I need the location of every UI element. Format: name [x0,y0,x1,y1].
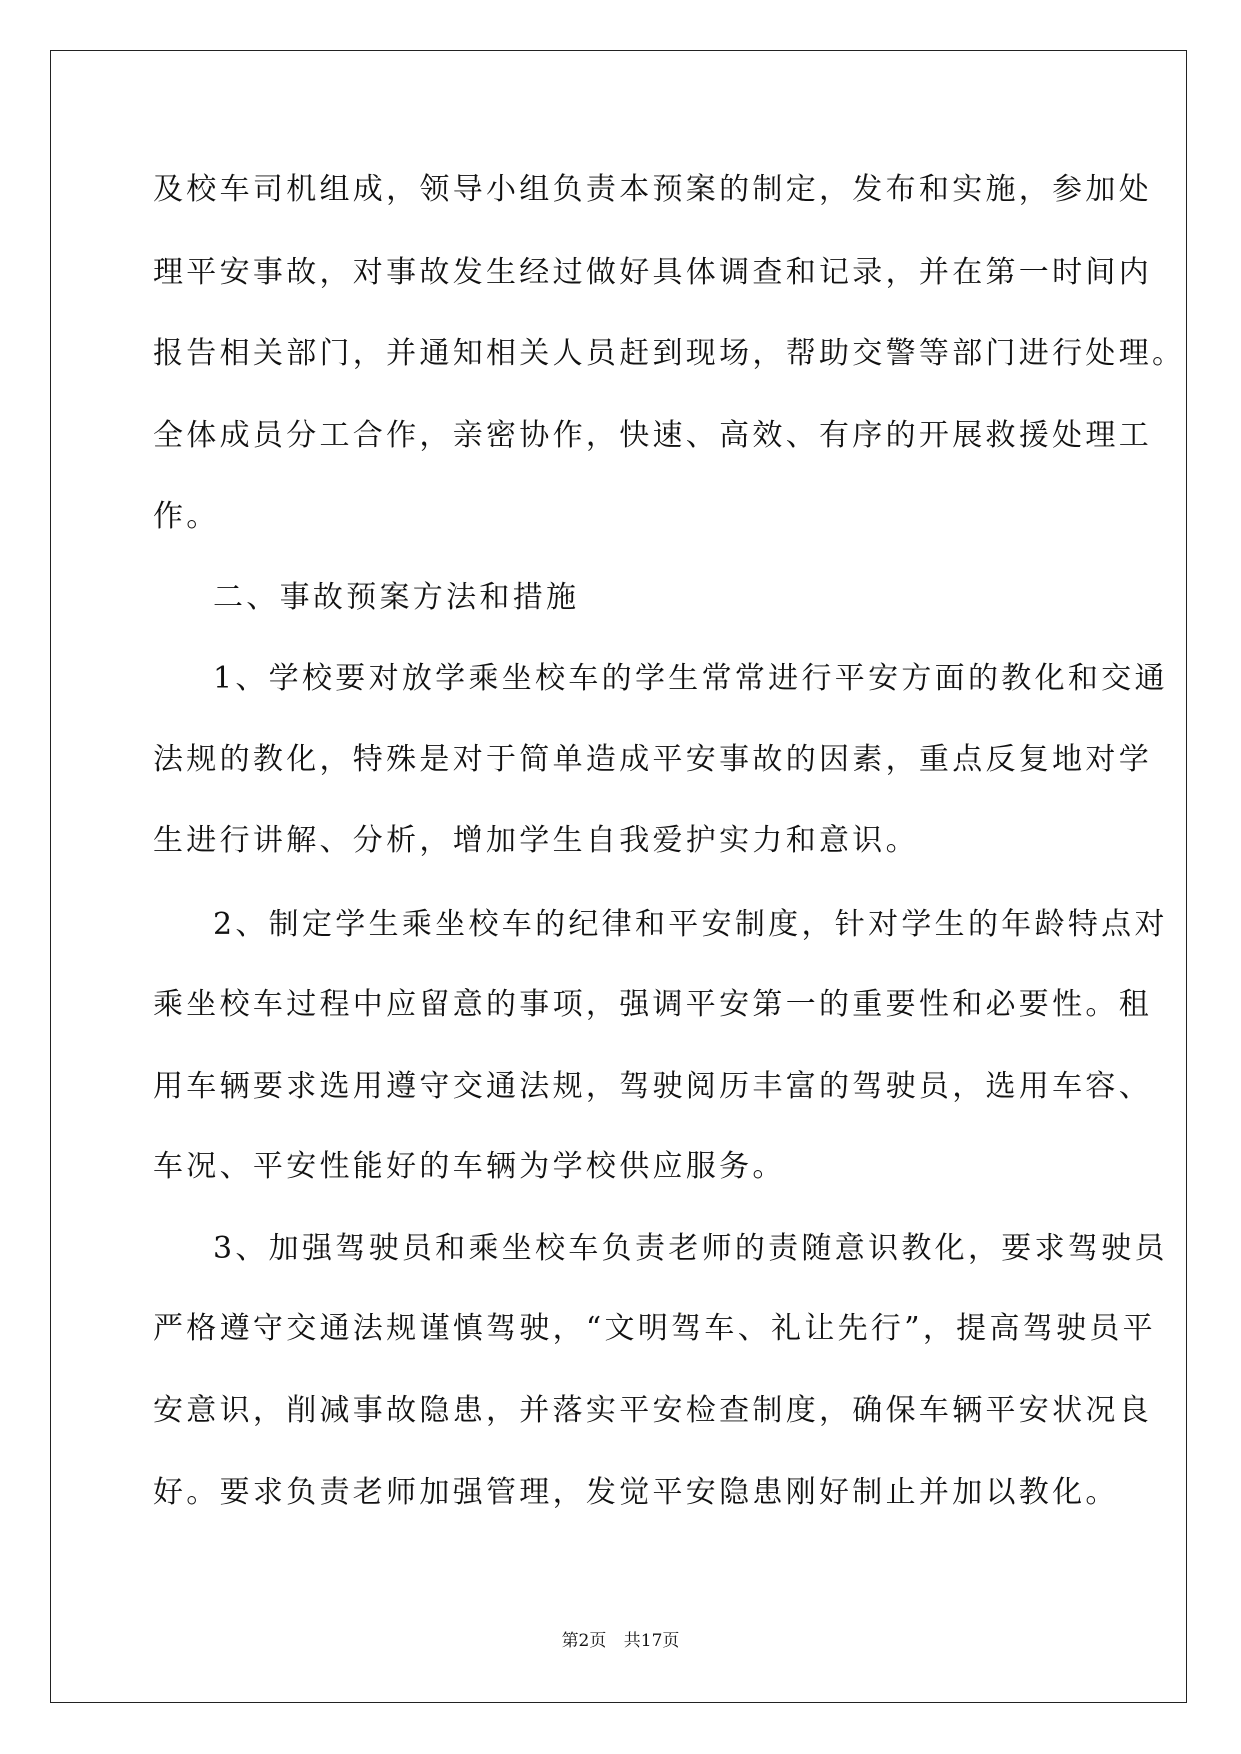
text-line: 报告相关部门，并通知相关人员赶到现场，帮助交警等部门进行处理。 [153,336,1186,371]
text-line: 车况、平安性能好的车辆为学校供应服务。 [153,1149,786,1184]
section-heading: 二、事故预案方法和措施 [213,580,580,615]
text-line: 3、加强驾驶员和乘坐校车负责老师的责随意识教化，要求驾驶员 [213,1231,1168,1266]
text-line: 1、学校要对放学乘坐校车的学生常常进行平安方面的教化和交通 [213,661,1168,696]
text-line: 生进行讲解、分析，增加学生自我爱护实力和意识。 [153,823,919,858]
text-line: 全体成员分工合作，亲密协作，快速、高效、有序的开展救援处理工 [153,418,1152,453]
text-line: 作。 [153,499,220,534]
text-line: 严格遵守交通法规谨慎驾驶，“文明驾车、礼让先行”，提高驾驶员平 [153,1311,1156,1346]
text-line: 法规的教化，特殊是对于简单造成平安事故的因素，重点反复地对学 [153,742,1152,777]
text-line: 乘坐校车过程中应留意的事项，强调平安第一的重要性和必要性。租 [153,987,1152,1022]
text-line: 安意识，削减事故隐患，并落实平安检查制度，确保车辆平安状况良 [153,1393,1152,1428]
text-line: 用车辆要求选用遵守交通法规，驾驶阅历丰富的驾驶员，选用车容、 [153,1069,1152,1104]
text-line: 2、制定学生乘坐校车的纪律和平安制度，针对学生的年龄特点对 [213,907,1168,942]
text-line: 理平安事故，对事故发生经过做好具体调查和记录，并在第一时间内 [153,255,1152,290]
page-footer [0,1626,1241,1651]
page-number: 第2页 [561,1631,607,1651]
page-total: 共17页 [623,1631,680,1651]
page-border [50,50,1187,1703]
text-line: 及校车司机组成，领导小组负责本预案的制定，发布和实施，参加处 [153,172,1152,207]
text-line: 好。要求负责老师加强管理，发觉平安隐患刚好制止并加以教化。 [153,1475,1119,1510]
